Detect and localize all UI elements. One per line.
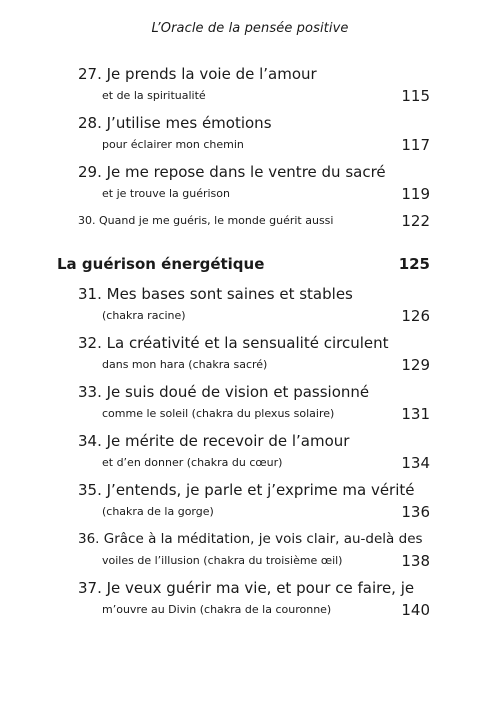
toc-entry-title: 32. La créativité et la sensualité circulent bbox=[78, 334, 389, 352]
toc-entry-title-continued: (chakra racine) bbox=[102, 309, 186, 322]
toc-entry-title: 35. J’entends, je parle et j’exprime ma vérité bbox=[78, 481, 415, 499]
table-of-contents bbox=[0, 63, 500, 626]
toc-page-number: 134 bbox=[401, 454, 430, 472]
toc-section-heading bbox=[57, 253, 430, 275]
toc-entry-title-continued: pour éclairer mon chemin bbox=[102, 138, 244, 151]
toc-page-number: 126 bbox=[401, 307, 430, 325]
section-title: La guérison énergétique bbox=[57, 255, 265, 273]
toc-entry-title-continued: et je trouve la guérison bbox=[102, 187, 230, 200]
toc-page-number: 115 bbox=[401, 87, 430, 105]
section-page-number: 125 bbox=[398, 255, 430, 273]
toc-entry-title: 34. Je mérite de recevoir de l’amour bbox=[78, 432, 350, 450]
toc-entry-37 bbox=[78, 577, 430, 626]
toc-entry-title-continued: comme le soleil (chakra du plexus solaire) bbox=[102, 407, 335, 420]
toc-entry-35 bbox=[78, 479, 430, 528]
toc-page-number: 129 bbox=[401, 356, 430, 374]
toc-entry-34 bbox=[78, 430, 430, 479]
toc-entry-title-continued: dans mon hara (chakra sacré) bbox=[102, 358, 268, 371]
toc-entry-title: 30. Quand je me guéris, le monde guérit aussi bbox=[78, 214, 334, 227]
toc-entry-title: 31. Mes bases sont saines et stables bbox=[78, 285, 353, 303]
toc-entry-title: 28. J’utilise mes émotions bbox=[78, 114, 272, 132]
toc-entry-title: 27. Je prends la voie de l’amour bbox=[78, 65, 317, 83]
toc-entry-30 bbox=[78, 210, 430, 237]
toc-entry-title-continued: m’ouvre au Divin (chakra de la couronne) bbox=[102, 603, 332, 616]
toc-entry-title-continued: (chakra de la gorge) bbox=[102, 505, 214, 518]
toc-page-number: 117 bbox=[401, 136, 430, 154]
toc-page-number: 119 bbox=[401, 185, 430, 203]
toc-entry-title-continued: voiles de l’illusion (chakra du troisième œil) bbox=[102, 554, 343, 567]
toc-entry-29 bbox=[78, 161, 430, 210]
toc-entry-title: 37. Je veux guérir ma vie, et pour ce faire, je bbox=[78, 579, 415, 597]
toc-entry-title-continued: et de la spiritualité bbox=[102, 89, 206, 102]
toc-entry-title: 29. Je me repose dans le ventre du sacré bbox=[78, 163, 386, 181]
toc-entry-31 bbox=[78, 283, 430, 332]
toc-page-number: 131 bbox=[401, 405, 430, 423]
toc-entry-title: 33. Je suis doué de vision et passionné bbox=[78, 383, 370, 401]
running-header: L’Oracle de la pensée positive bbox=[151, 21, 349, 36]
toc-entry-33 bbox=[78, 381, 430, 430]
toc-entry-27 bbox=[78, 63, 430, 112]
toc-entry-title-continued: et d’en donner (chakra du cœur) bbox=[102, 456, 283, 469]
toc-entry-title: 36. Grâce à la méditation, je vois clair, au-delà des bbox=[78, 531, 423, 547]
toc-page-number: 136 bbox=[401, 503, 430, 521]
toc-page-number: 138 bbox=[401, 552, 430, 570]
toc-page-number: 140 bbox=[401, 601, 430, 619]
toc-entry-36 bbox=[78, 528, 430, 577]
toc-entry-32 bbox=[78, 332, 430, 381]
toc-page-number: 122 bbox=[401, 212, 430, 230]
toc-entry-28 bbox=[78, 112, 430, 161]
